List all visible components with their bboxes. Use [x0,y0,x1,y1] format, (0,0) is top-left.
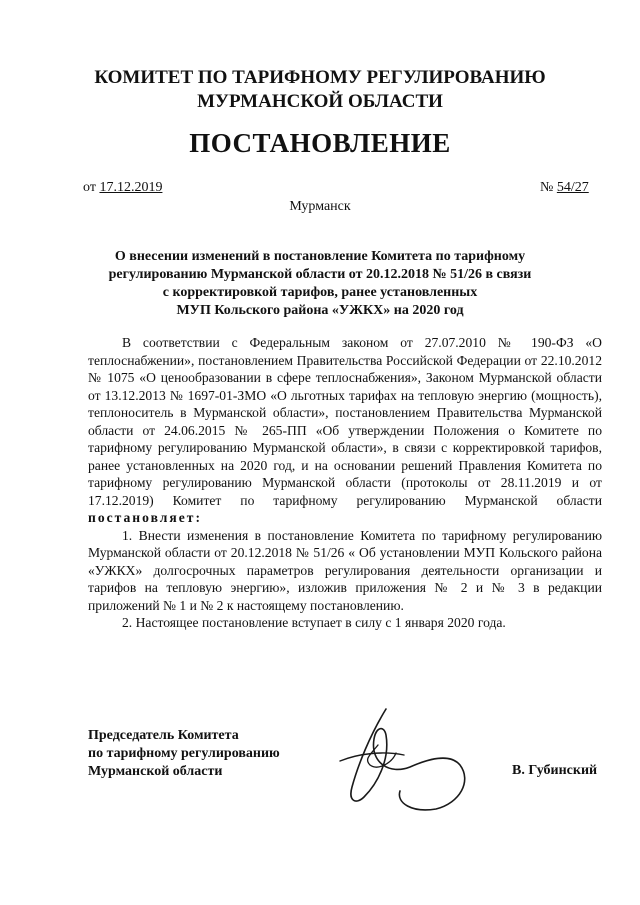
signatory-title [88,727,280,781]
city: Мурманск [289,199,351,214]
number-value: 54/27 [556,180,589,195]
document-subject [100,248,540,320]
subject-line: регулированию Мурманской области от 20.12.2018 № 51/26 в связи [108,267,532,282]
preamble-paragraph: В соответствии с Федеральным законом от 27.07.2010 № 190-ФЗ «О теплоснабжении», постановлением Правительства Российской Федерации от 22.10.2012 № 1075 «О ценообразовании в сфере теплоснабжения», Законом Мурманской области от 13.12.2013 № 1697-01-ЗМО «О льготных тарифах на тепловую энергию (мощность), теплоноситель в Мурманской области», постановлением Правительства Мурманской области от 24.06.2015 № 265-ПП «Об утверждении Положения о Комитете по тарифному регулированию Мурманской области», в связи с корректировкой тарифов, ранее установленных на 2020 год, и на основании решений Правления Комитета по тарифному регулированию Мурманской области (протоколы от 28.11.2019 и от 17.12.2019) Комитет по тарифному регулированию Мурманской области [88,335,602,508]
document-type-title: ПОСТАНОВЛЕНИЕ [189,128,451,158]
document-number [540,180,589,196]
signatory-title-line: Мурманской области [88,764,223,779]
date-prefix: от [83,180,96,195]
handwritten-signature [300,705,490,815]
subject-line: МУП Кольского района «УЖКХ» на 2020 год [176,303,464,318]
date-value: 17.12.2019 [99,180,163,195]
signatory-title-line: по тарифному регулированию [88,746,280,761]
item-2-paragraph: 2. Настоящее постановление вступает в силу с 1 января 2020 года. [122,615,506,630]
signatory-title-line: Председатель Комитета [88,728,239,743]
subject-line: с корректировкой тарифов, ранее установленных [162,285,478,300]
number-prefix: № [540,180,554,195]
organization-name-line2: МУРМАНСКОЙ ОБЛАСТИ [197,91,443,112]
resolves-word: постановляет: [88,510,202,525]
document-date [83,180,162,196]
signatory-name: В. Губинский [512,763,598,778]
document-body [88,334,602,632]
subject-line: О внесении изменений в постановление Комитета по тарифному [114,249,526,264]
item-1-paragraph: 1. Внести изменения в постановление Комитета по тарифному регулированию Мурманской области от 20.12.2018 № 51/26 « Об установлении МУП Кольского района «УЖКХ» долгосрочных параметров регулирования деятельности организации и тарифов на тепловую энергию», изложив приложения № 2 и № 3 в редакции приложений № 1 и № 2 к настоящему постановлению. [88,527,602,613]
organization-name-line1: КОМИТЕТ ПО ТАРИФНОМУ РЕГУЛИРОВАНИЮ [94,67,546,88]
